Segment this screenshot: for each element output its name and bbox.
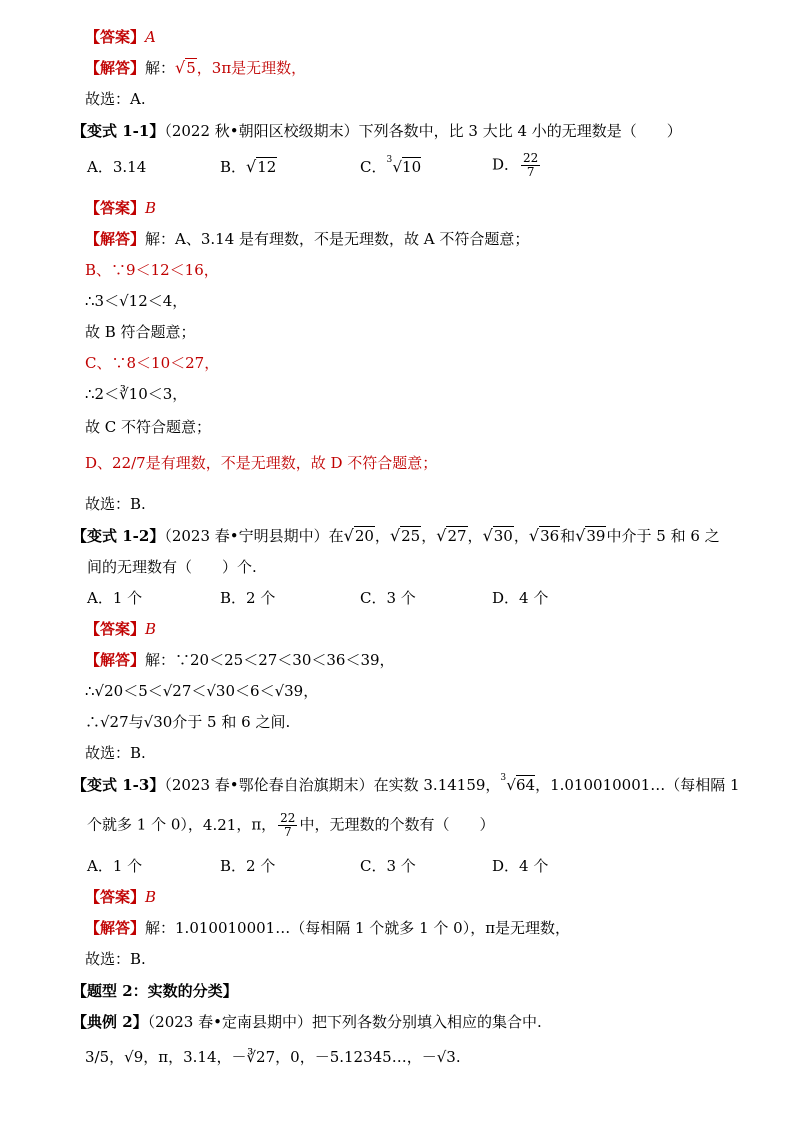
question-line-2: 个就多 1 个 0），4.21，π， $\frac{22}{7}$ 中，无理数的个数有（ ） (87, 811, 495, 839)
option-d: D． $\frac{22}{7}$ (492, 151, 539, 179)
option-b: B．2 个 (220, 857, 276, 875)
repeating-decimal: 4.21 (202, 815, 237, 834)
variant-tag: 【变式 1-3】 (72, 776, 165, 794)
option-a: A．1 个 (87, 857, 143, 875)
answer-tag: 【答案】 (85, 199, 146, 217)
example-tag: 【典例 2】 (72, 1013, 148, 1031)
solution-line (85, 57, 306, 79)
solution-line-1 (85, 649, 395, 671)
choose-line: 故选：A. (85, 90, 146, 108)
question-text: （2023 春•定南县期中）把下列各数分别填入相应的集合中. (147, 1013, 542, 1031)
solution-text: 解：1.010010001…（每相隔 1 个就多 1 个 0），π是无理数， (145, 919, 571, 937)
variant-1-2-question: 【变式 1-2】（2023 春•宁明县期中）在√20，√25，√27，√30，√36和√39中介于 5 和 6 之 (72, 526, 720, 545)
section-title: 【题型 2：实数的分类】 (72, 982, 238, 1000)
solution-text: 解：∵20＜25＜27＜30＜36＜39， (145, 651, 395, 669)
solution-line-4: 故 B 符合题意； (85, 323, 196, 341)
solution-text: 解： (145, 59, 176, 77)
solution-line-2: B、∵9＜12＜16， (85, 261, 219, 279)
solution-text: 解：A、3.14 是有理数，不是无理数，故 A 不符合题意； (145, 230, 530, 248)
variant-tag: 【变式 1-1】 (72, 122, 165, 140)
choose-line: 故选：B. (85, 744, 146, 762)
option-b: B．√12 (220, 157, 277, 176)
option-d: D．4 个 (492, 589, 549, 607)
option-a: A．1 个 (87, 589, 143, 607)
answer-tag: 【答案】 (85, 28, 146, 46)
option-d: D．4 个 (492, 857, 549, 875)
variant-1-3-question: 【变式 1-3】（2023 春•鄂伦春自治旗期末）在实数 3.14159， 3 √64，1.010010001…（每相隔 1 (72, 773, 740, 794)
question-text-b: ，1.010010001…（每相隔 1 (535, 776, 740, 794)
option-c: C．3 个 (360, 857, 416, 875)
solution-text-2: ，3π是无理数， (196, 59, 307, 77)
solution-line-5: C、∵8＜10＜27， (85, 354, 220, 372)
option-b: B．2 个 (220, 589, 276, 607)
solution-line-3: ∴3＜√12＜4， (85, 292, 188, 310)
answer-value: B (145, 199, 157, 217)
option-c: C．3 个 (360, 589, 416, 607)
option-a: A．3.14 (87, 158, 147, 176)
example-2-question (72, 1011, 542, 1033)
sqrt-expression: √5 (175, 58, 196, 77)
choose-line: 故选：B. (85, 950, 146, 968)
question-line-2: 间的无理数有（ ）个. (87, 558, 257, 576)
answer-line (85, 197, 156, 219)
answer-line (85, 886, 156, 908)
answer-value: B (145, 620, 157, 638)
variant-1-1-question (72, 120, 682, 142)
solution-tag: 【解答】 (85, 651, 146, 669)
solution-line-7: 故 C 不符合题意； (85, 418, 212, 436)
solution-line-1 (85, 228, 529, 250)
solution-line-3: ∴√27与√30介于 5 和 6 之间. (85, 713, 291, 731)
solution-tag: 【解答】 (85, 230, 146, 248)
solution-line (85, 917, 570, 939)
answer-value: A (145, 28, 156, 46)
solution-line-6: ∴2＜∛10＜3， (85, 385, 188, 403)
answer-tag: 【答案】 (85, 888, 146, 906)
answer-tag: 【答案】 (85, 620, 146, 638)
answer-value: B (145, 888, 157, 906)
choose-line: 故选：B. (85, 495, 146, 513)
question-text: （2023 春•宁明县期中）在 (164, 527, 344, 545)
answer-line (85, 618, 156, 640)
variant-tag: 【变式 1-2】 (72, 527, 165, 545)
question-text: （2023 春•鄂伦春自治旗期末）在实数 3.14159， (164, 776, 501, 794)
solution-line-2: ∴√20＜5＜√27＜√30＜6＜√39， (85, 682, 319, 700)
answer-line (85, 26, 156, 48)
solution-line-8: D、22/7是有理数，不是无理数，故 D 不符合题意； (85, 454, 438, 472)
option-c: C． 3 √10 (360, 155, 422, 176)
solution-tag: 【解答】 (85, 59, 146, 77)
number-list: 3/5，√9，π，3.14，－∛27，0，－5.12345…，－√3. (85, 1048, 461, 1066)
question-text-b: 中介于 5 和 6 之 (606, 527, 720, 545)
solution-tag: 【解答】 (85, 919, 146, 937)
question-text: （2022 秋•朝阳区校级期末）下列各数中，比 3 大比 4 小的无理数是（ ） (164, 122, 682, 140)
